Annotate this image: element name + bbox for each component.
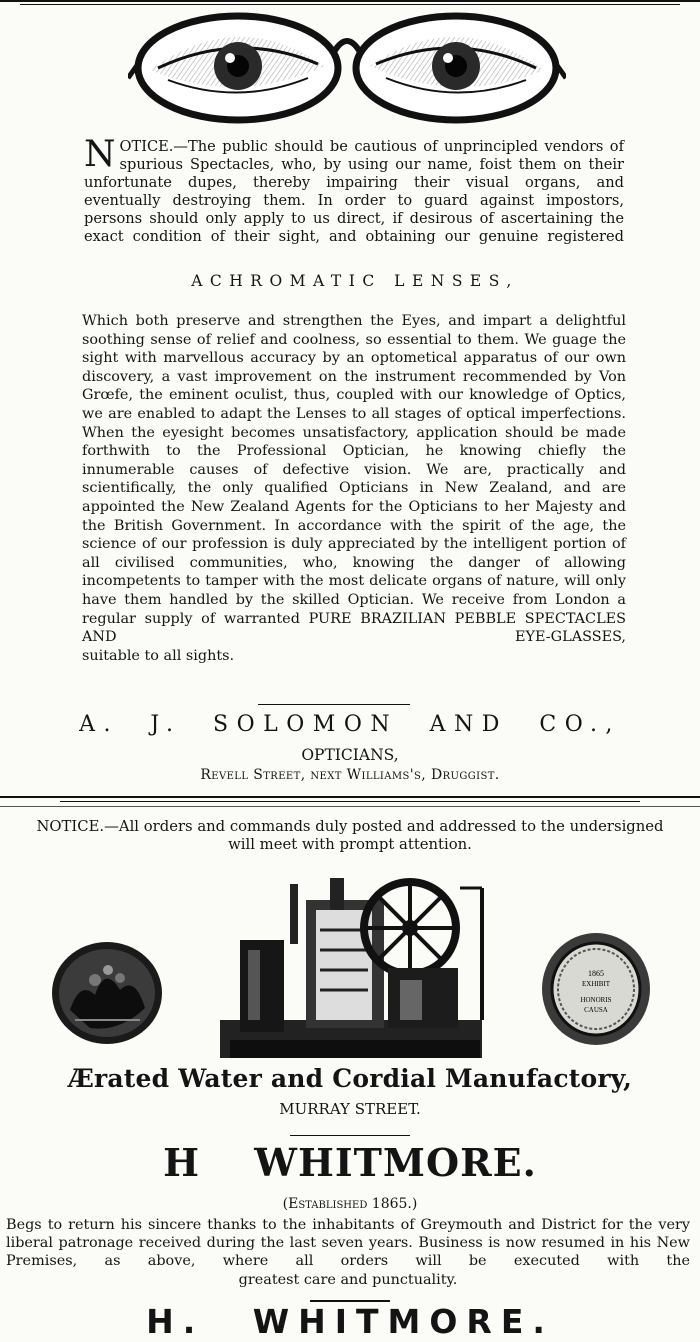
business-street: MURRAY STREET. (279, 1100, 421, 1118)
notice-drop-cap: N (84, 134, 116, 175)
steam-engine-illustration (220, 870, 490, 1066)
medal-exhibit: EXHIBIT (582, 980, 610, 988)
spectacles-notice: NOTICE.—The public should be cautious of unprincipled vendors of spurious Spectacles, who, by using our name, foist them on their unfortunate dupes, thereby impairing their visual organs, and eventually destroying them. In order to guard against impostors, persons should only apply to us direct, if desirous of ascertaining the exact condition of their sight, and obtaining our genuine registered (84, 134, 624, 245)
orders-notice-line2: will meet with prompt attention. (228, 836, 472, 853)
firm-address: Revell Street, next Williams's, Druggist. (200, 767, 500, 783)
medal-year: 1865 (588, 969, 604, 978)
firm-name: A. J. SOLOMON AND CO., (79, 712, 621, 737)
whitmore-thanks-text: Begs to return his sincere thanks to the inhabitants of Greymouth and District for the very liberal patronage received during the last seven years. Business is now resumed in his New Premises, as above, where all orders will be executed with the greatest care and punctuality. (6, 1217, 690, 1288)
spectacles-eyes-illustration (128, 8, 566, 126)
right-medal-illustration (540, 930, 652, 1048)
proprietor-rule (290, 1135, 410, 1136)
signature-rule (258, 704, 410, 705)
proprietor-name: H WHITMORE. (163, 1140, 537, 1185)
top-border-rule-thin (20, 4, 680, 5)
firm-role: OPTICIANS, (301, 746, 399, 764)
footer-whitmore-name: H. WHITMORE. (146, 1302, 554, 1341)
top-border-rule (0, 0, 700, 2)
achromatic-lenses-heading: ACHROMATIC LENSES, (191, 272, 519, 290)
section-divider-rule-lower (0, 806, 700, 807)
section-divider-rule-thin (60, 801, 640, 802)
medal-causa: CAUSA (584, 1006, 608, 1014)
medal-honoris: HONORIS (580, 996, 612, 1004)
orders-notice-line1: NOTICE.—All orders and commands duly posted and addressed to the undersigned (36, 818, 664, 835)
optician-description: Which both preserve and strengthen the Eyes, and impart a delightful soothing sense of relief and coolness, so essential to them. We guage the sight with marvellous accuracy by an optometical apparatus of our own discovery, a vast improvement on the instrument recommended by Von Grœfe, the eminent oculist, thus, coupled with our knowledge of Optics, we are enabled to adapt the Lenses to all stages of optical imperfections. When the eyesight becomes unsatisfactory, application should be made forthwith to the Professional Optician, he knowing chiefly the innumerable causes of defective vision. We are, practically and scientifically, the only qualified Opticians in New Zealand, and are appointed the New Zealand Agents for the Opticians to her Majesty and the British Government. In accordance with the spirit of the age, the science of our profession is duly appreciated by the intelligent portion of all civilised communities, who, knowing the danger of allowing incompetents to tamper with the most delicate organs of nature, will only have them handled by the skilled Optician. We receive from London a regular supply of warranted PURE BRAZILIAN PEBBLE SPECTACLES AND EYE-GLASSES, suitable to all sights. (82, 313, 626, 664)
business-title: Ærated Water and Cordial Manufactory, (67, 1064, 632, 1093)
left-medal-illustration (50, 940, 164, 1046)
established-date: (Established 1865.) (282, 1196, 418, 1212)
section-divider-rule (0, 796, 700, 798)
